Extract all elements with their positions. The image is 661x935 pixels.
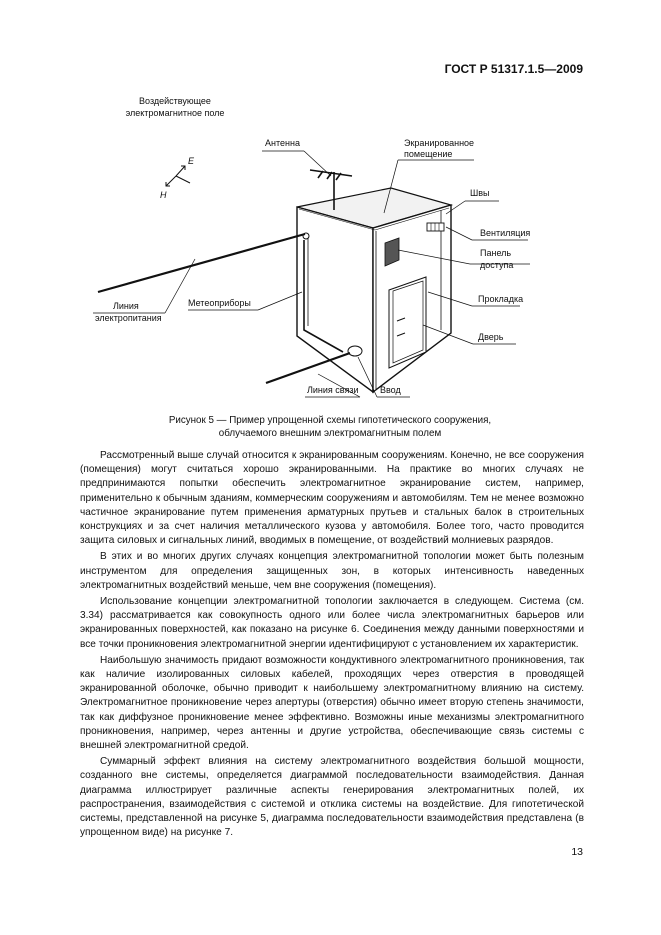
paragraph: Наибольшую значимость придают возможности кондуктивного электромагнитного проникновения, так как наличие изолированных силовых кабелей, проходящих через отверстия в проводящей экранированной оболочке, обычно приводит к наибольшему электромагнитному влиянию на систему. Электромагнитное проникновение через апертуры (отверстия) обычно имеет вторую степень значимости, так как диффузное проникновение менее эффективно. Возможны иные механизмы электромагнитного проникновения, например, через антенны и другие устройства, обеспечивающие связь системы с внешней электромагнитной средой.	[80, 654, 584, 752]
axis-h-label: H	[160, 190, 167, 200]
page-number: 13	[571, 846, 583, 858]
label-power-line-1: Линия	[113, 301, 139, 311]
label-ventilation: Вентиляция	[480, 228, 531, 238]
comm-line	[266, 353, 350, 383]
power-line	[98, 234, 305, 292]
axis-e-label: E	[188, 156, 195, 166]
label-entry: Ввод	[380, 385, 401, 395]
paragraph: Суммарный эффект влияния на систему электромагнитного воздействия большой мощности, созданного вне системы, определяется диаграммой последовательности взаимодействия. Данная диаграмма иллюстрирует различные аспекты генерирования электромагнитных полей, их распространения, взаимодействия с системой и отклика системы на воздействие. Для гипотетической системы, представленной на рисунке 5, диаграмма последовательности взаимодействия представлена (в упрощенном виде) на рисунке 7.	[80, 756, 584, 839]
label-shielded-room-1: Экранированное	[404, 138, 475, 148]
standard-number: ГОСТ Р 51317.1.5—2009	[444, 62, 583, 76]
field-label-line1: Воздействующее	[139, 96, 211, 106]
caption-line1: Рисунок 5 — Пример упрощенной схемы гипотетического сооружения,	[168, 415, 492, 426]
paragraph: В этих и во многих других случаях концепция электромагнитной топологии может быть полезным инструментом для определения защищенных зон, в которых интенсивность наведенных электромагнитных воздействий меньше, чем вне сооружения (помещения).	[80, 551, 584, 591]
figure-5-diagram	[0, 80, 661, 410]
label-access-panel-1: Панель	[480, 248, 512, 258]
figure-caption	[80, 414, 580, 440]
paragraph: Использование концепции электромагнитной топологии заключается в следующем. Система (см. 3.34) рассматривается как совокупность одного или более числа электромагнитных барьеров или экранированных поверхностей, как показано на рисунке 6. Соединения между данными поверхностями и все точки проникновения электромагнитной энергии идентифицируют с установлением их характеристик.	[80, 596, 584, 650]
label-weather-instruments: Метеоприборы	[188, 298, 251, 308]
building-drawing	[297, 188, 451, 392]
label-comm-line: Линия связи	[307, 385, 359, 395]
eh-axes-icon	[166, 166, 190, 186]
label-seams: Швы	[470, 188, 490, 198]
body-text	[80, 449, 584, 842]
label-door: Дверь	[478, 332, 504, 342]
label-access-panel-2: доступа	[480, 260, 514, 270]
field-label-line2: электромагнитное поле	[125, 108, 225, 118]
label-gasket: Прокладка	[478, 294, 524, 304]
label-power-line-2: электропитания	[95, 313, 162, 323]
label-antenna: Антенна	[265, 138, 300, 148]
label-shielded-room-2: помещение	[404, 149, 453, 159]
paragraph: Рассмотренный выше случай относится к экранированным сооружениям. Конечно, не все сооружения (помещения) могут считаться хорошо экранированными. На практике во многих случаях не предпринимаются попытки обеспечить электромагнитное экранирование систем, например, применительно к обычным зданиям, коммерческим сооружениям и автомобилям. Тем не менее возможно частичное экранирование путем применения арматурных прутьев и стальных балок в строительных конструкциях и за счет наличия металлического кузова у автомобиля. Более того, часто проводится защита силовых и сигнальных линий, вводимых в помещение, от воздействий молниевых разрядов.	[80, 450, 584, 547]
caption-line2: облучаемого внешним электромагнитным полем	[218, 428, 442, 439]
